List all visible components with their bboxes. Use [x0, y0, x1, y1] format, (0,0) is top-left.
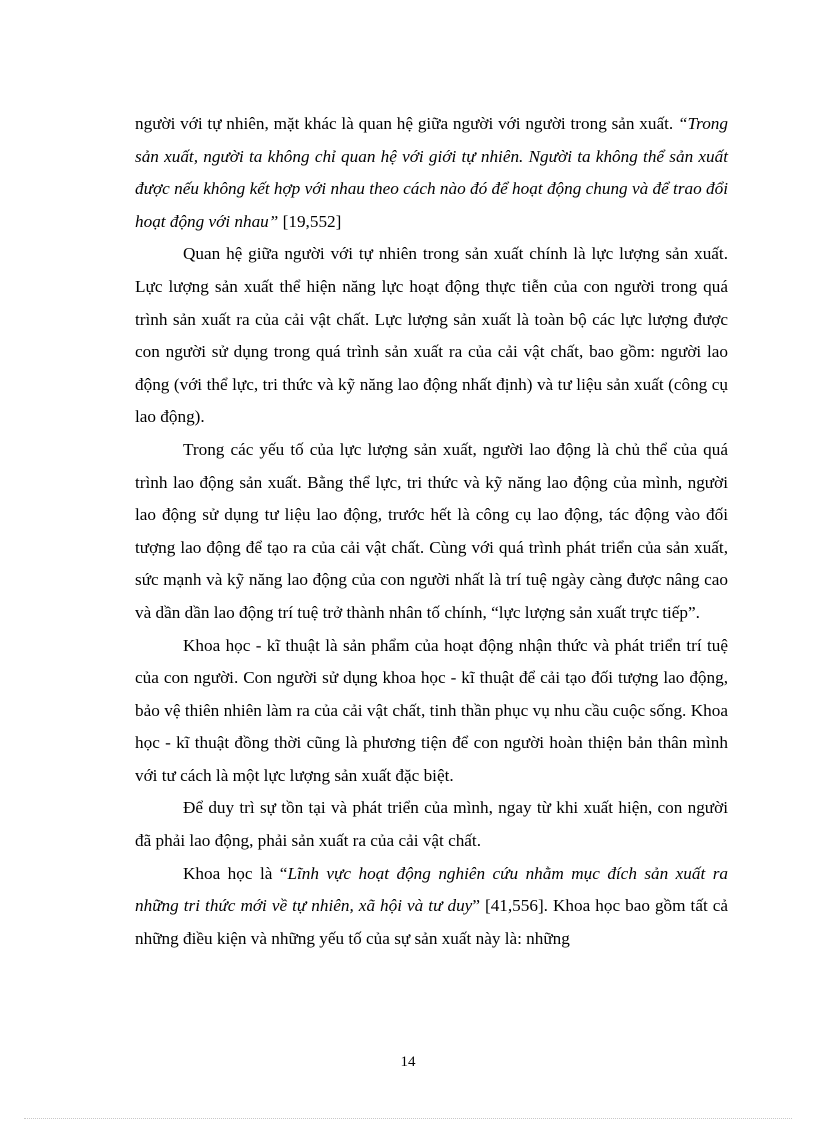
- paragraph-1: [135, 108, 728, 238]
- page-bottom-divider: [24, 1118, 792, 1119]
- paragraph-6-rest: ” [41,556]. Khoa học bao gồm tất cả những điều kiện và những yếu tố của sự sản xuất này là: những: [135, 896, 729, 948]
- quote-marx: “Trong sản xuất, người ta không chỉ quan hệ với giới tự nhiên. Người ta không thể sản xuất được nếu không kết hợp với nhau theo cách nào đó để hoạt động chung và để trao đổi hoạt động với nhau”: [135, 114, 728, 231]
- page-number: 14: [400, 1054, 416, 1070]
- paragraph-6-lead: Khoa học là “: [183, 863, 288, 883]
- paragraph-1-lead: người với tự nhiên, mặt khác là quan hệ giữa người với người trong sản xuất.: [135, 114, 674, 133]
- paragraph-4: Khoa học - kĩ thuật là sản phẩm của hoạt động nhận thức và phát triển trí tuệ của con người. Con người sử dụng khoa học - kĩ thuật để cải tạo đối tượng lao động, bảo vệ thiên nhiên làm ra của cải vật chất, tinh thần phục vụ nhu cầu cuộc sống. Khoa học - kĩ thuật đồng thời cũng là phương tiện để con người hoàn thiện bản thân mình với tư cách là một lực lượng sản xuất đặc biệt.: [135, 635, 728, 785]
- page-body: [135, 108, 728, 955]
- paragraph-6: [135, 858, 728, 956]
- citation-19-552: [19,552]: [278, 211, 342, 231]
- paragraph-2: Quan hệ giữa người với tự nhiên trong sản xuất chính là lực lượng sản xuất. Lực lượng sản xuất thể hiện năng lực hoạt động thực tiễn của con người trong quá trình sản xuất ra của cải vật chất. Lực lượng sản xuất là toàn bộ các lực lượng được con người sử dụng trong quá trình sản xuất ra của cải vật chất, bao gồm: người lao động (với thể lực, tri thức và kỹ năng lao động nhất định) và tư liệu sản xuất (công cụ lao động).: [135, 244, 728, 427]
- paragraph-5: Để duy trì sự tồn tại và phát triển của mình, ngay từ khi xuất hiện, con người đã phải lao động, phải sản xuất ra của cải vật chất.: [135, 798, 728, 851]
- quote-science-definition: Lĩnh vực hoạt động nghiên cứu nhằm mục đích sản xuất ra những tri thức mới về tự nhiên, xã hội và tư duy: [135, 863, 729, 916]
- paragraph-3: Trong các yếu tố của lực lượng sản xuất, người lao động là chủ thể của quá trình lao động sản xuất. Bằng thể lực, tri thức và kỹ năng lao động của mình, người lao động sử dụng tư liệu lao động, trước hết là công cụ lao động, tác động vào đối tượng lao động để tạo ra của cải vật chất. Cùng với quá trình phát triển của sản xuất, sức mạnh và kỹ năng lao động của con người nhất là trí tuệ ngày càng được nâng cao và dần dần lao động trí tuệ trở thành nhân tố chính, “lực lượng sản xuất trực tiếp”.: [135, 439, 728, 622]
